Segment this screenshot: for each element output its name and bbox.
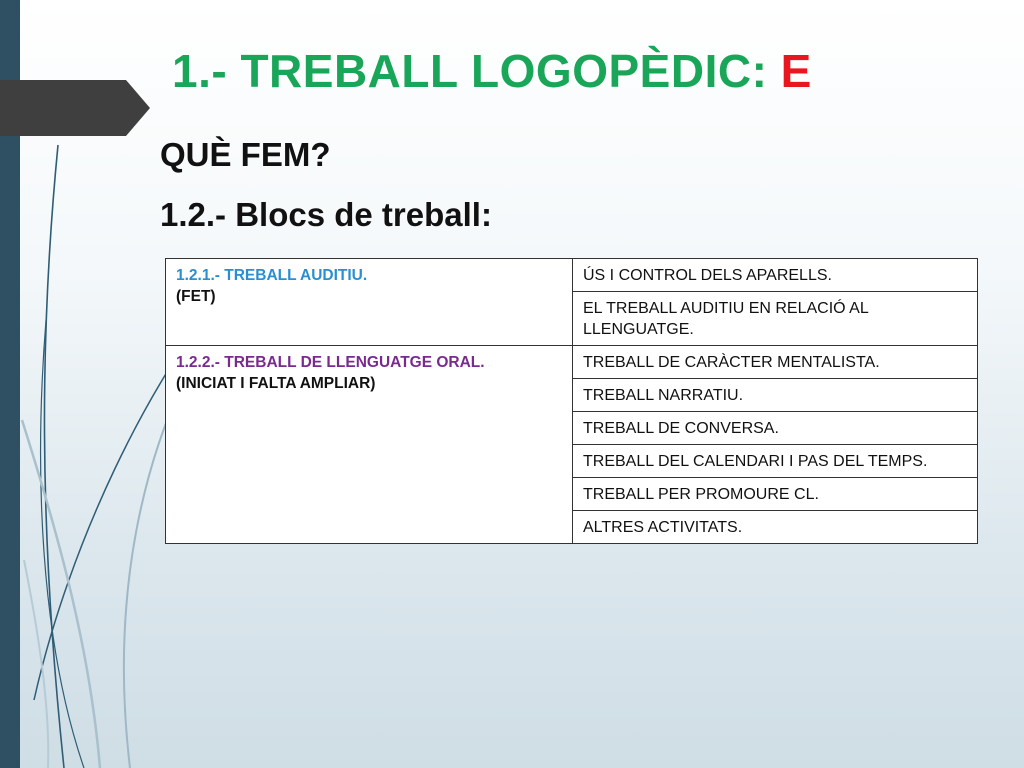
slide-subtitle: QUÈ FEM? [160,136,331,173]
slide-title [172,44,812,98]
title-accent-letter: E [780,45,812,97]
table-cell-item: TREBALL PER PROMOURE CL. [573,478,978,511]
block-cell-auditory [166,259,573,346]
block-title-oral-language: 1.2.2.- TREBALL DE LLENGUATGE ORAL. [176,354,485,371]
block-title-auditory: 1.2.1.- TREBALL AUDITIU. [176,267,368,284]
table-cell-item: ALTRES ACTIVITATS. [573,511,978,544]
work-blocks-table [165,258,978,544]
table-row [166,346,978,379]
title-main-text: 1.- TREBALL LOGOPÈDIC: [172,45,781,97]
table-cell-item: TREBALL DE CONVERSA. [573,412,978,445]
table-cell-item: EL TREBALL AUDITIU EN RELACIÓ AL LLENGUATGE. [573,292,978,346]
block-status-auditory: (FET) [176,288,216,305]
table-cell-item: ÚS I CONTROL DELS APARELLS. [573,259,978,292]
arrow-tab-shape [0,80,150,136]
table-cell-item: TREBALL DEL CALENDARI I PAS DEL TEMPS. [573,445,978,478]
block-status-oral-language: (INICIAT I FALTA AMPLIAR) [176,375,376,392]
table-cell-item: TREBALL DE CARÀCTER MENTALISTA. [573,346,978,379]
block-cell-oral-language [166,346,573,544]
table-cell-item: TREBALL NARRATIU. [573,379,978,412]
section-heading: 1.2.- Blocs de treball: [160,196,492,233]
table-row [166,259,978,292]
